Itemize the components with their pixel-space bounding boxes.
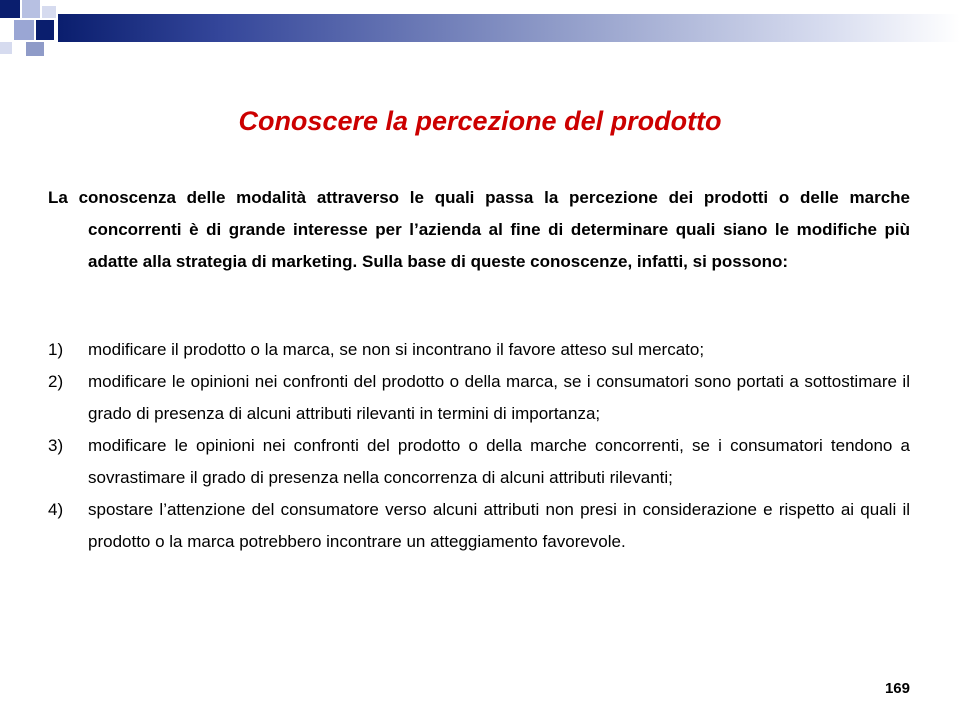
list-item [48,430,910,494]
list-item-text: modificare le opinioni nei confronti del prodotto o della marche concorrenti, se i consumatori tendono a sovrastimare il grado di presenza nella concorrenza di alcuni attributi rilevanti; [88,436,910,487]
list-item-number: 4) [48,500,64,519]
list-item-text: modificare le opinioni nei confronti del prodotto o della marca, se i consumatori sono portati a sottostimare il grado di presenza di alcuni attributi rilevanti in termini di importanza; [88,372,910,423]
list-item [48,334,910,366]
list-item-number: 3) [48,436,64,455]
deco-square [0,42,12,54]
list-item [48,366,910,430]
deco-square [14,20,34,40]
deco-square [0,0,20,18]
list-item-number: 1) [48,340,64,359]
list-item-text: spostare l’attenzione del consumatore verso alcuni attributi non presi in considerazione e rispetto ai quali il prodotto o la marca potrebbero incontrare un atteggiamento favorevole. [88,500,910,551]
deco-square [26,42,44,56]
deco-square [42,6,56,18]
list-item [48,494,910,558]
header-gradient-bar [58,14,960,42]
list-item-number: 2) [48,372,64,391]
numbered-list [48,334,910,558]
intro-paragraph: La conoscenza delle modalità attraverso le quali passa la percezione dei prodotti o delle marche concorrenti è di grande interesse per l’azienda al fine di determinare quali siano le modifiche più adatte alla strategia di marketing. Sulla base di queste conoscenze, infatti, si possono: [48,188,910,271]
deco-square [22,0,40,18]
deco-square [36,20,54,40]
list-item-text: modificare il prodotto o la marca, se non si incontrano il favore atteso sul mercato; [88,340,705,359]
slide-title: Conoscere la percezione del prodotto [238,106,722,136]
page-number: 169 [884,680,910,697]
